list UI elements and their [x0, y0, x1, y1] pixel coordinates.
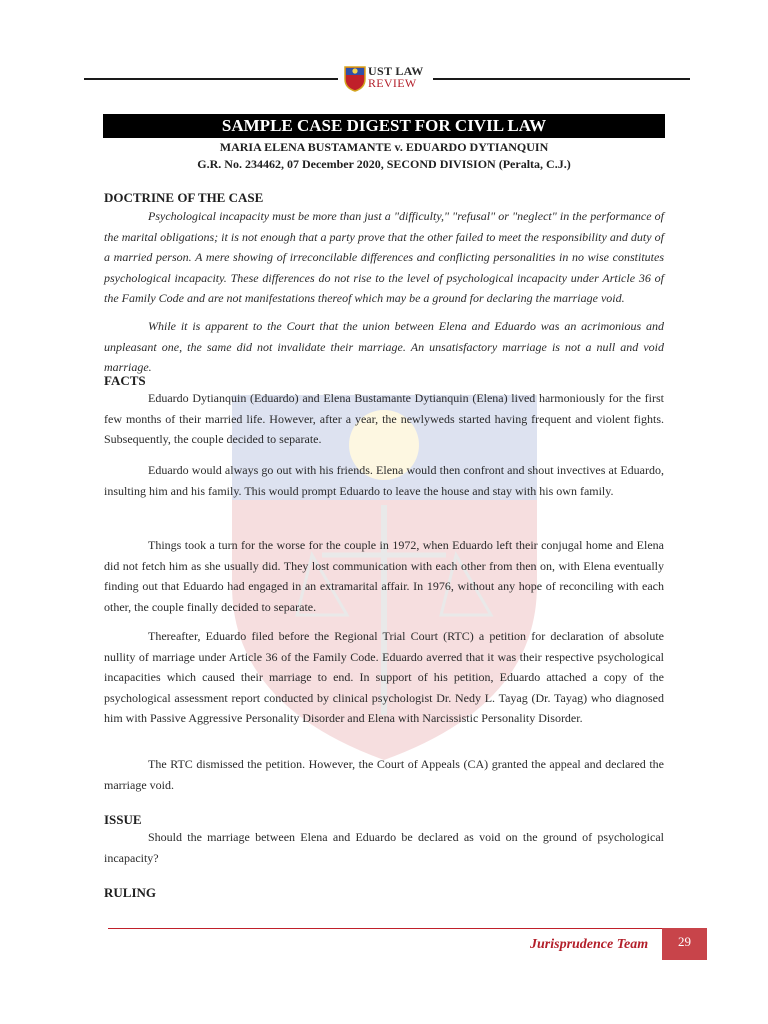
issue-paragraph: Should the marriage between Elena and Eduardo be declared as void on the ground of psychological incapacity? — [104, 830, 664, 865]
page-number: 29 — [662, 928, 707, 960]
doctrine-heading: DOCTRINE OF THE CASE — [104, 190, 264, 205]
footer-rule — [108, 928, 670, 929]
facts-paragraph-1: Eduardo Dytianquin (Eduardo) and Elena Bustamante Dytianquin (Elena) lived harmoniously for the first few months of their married life. However, after a year, the newlyweds started having frequent and violent fights. Subsequently, the couple decided to separate. — [104, 391, 664, 446]
facts-heading: FACTS — [104, 373, 146, 388]
ust-law-review-logo — [340, 62, 440, 96]
shield-icon — [344, 64, 366, 92]
doctrine-paragraph-1: Psychological incapacity must be more than just a "difficulty," "refusal" or "neglect" in the performance of the marital obligations; it is not enough that a party prove that the other failed to meet the responsibility and duty of a married person. A mere showing of irreconcilable differences and conflicting personalities in no wise constitutes psychological incapacity. These differences do not rise to the level of psychological incapacity under Article 36 of the Family Code and are not manifestations thereof which may be a ground for declaring the marriage void. — [104, 209, 664, 305]
footer-team-label: Jurisprudence Team — [530, 937, 649, 952]
facts-paragraph-3: Things took a turn for the worse for the couple in 1972, when Eduardo left their conjugal home and Elena did not fetch him as she usually did. They lost communication with each other from then on, with Elena eventually finding out that Eduardo had engaged in an extramarital affair. In 1976, without any hope of reconciling with each other, the couple finally decided to separate. — [104, 538, 664, 614]
facts-paragraph-5: The RTC dismissed the petition. However, the Court of Appeals (CA) granted the appeal and declared the marriage void. — [104, 757, 664, 792]
case-citation: G.R. No. 234462, 07 December 2020, SECOND DIVISION (Peralta, C.J.) — [197, 157, 571, 171]
facts-paragraph-2: Eduardo would always go out with his friends. Elena would then confront and shout invectives at Eduardo, insulting him and his family. This would prompt Eduardo to leave the house and stay with his own family. — [104, 463, 664, 498]
header-rule-right — [433, 78, 690, 80]
case-parties: MARIA ELENA BUSTAMANTE v. EDUARDO DYTIANQUIN — [219, 140, 549, 154]
issue-heading: ISSUE — [104, 812, 142, 827]
logo-text-line1: UST LAW — [368, 64, 424, 78]
page-title: SAMPLE CASE DIGEST FOR CIVIL LAW — [103, 114, 665, 138]
header-rule-left — [84, 78, 338, 80]
doctrine-paragraph-2: While it is apparent to the Court that the union between Elena and Eduardo was an acrimonious and unpleasant one, the same did not invalidate their marriage. An unsatisfactory marriage is not a null and void marriage. — [104, 319, 664, 374]
ruling-heading: RULING — [104, 885, 157, 900]
logo-text-line2: REVIEW — [368, 76, 417, 90]
facts-paragraph-4: Thereafter, Eduardo filed before the Regional Trial Court (RTC) a petition for declaration of absolute nullity of marriage under Article 36 of the Family Code. Eduardo averred that it was their respective psychological incapacities which caused their marriage to end. In support of his petition, Eduardo attached a copy of the psychological assessment report conducted by clinical psychologist Dr. Nedy L. Tayag (Dr. Tayag) who diagnosed him with Passive Aggressive Personality Disorder and Elena with Narcissistic Personality Disorder. — [104, 629, 664, 725]
